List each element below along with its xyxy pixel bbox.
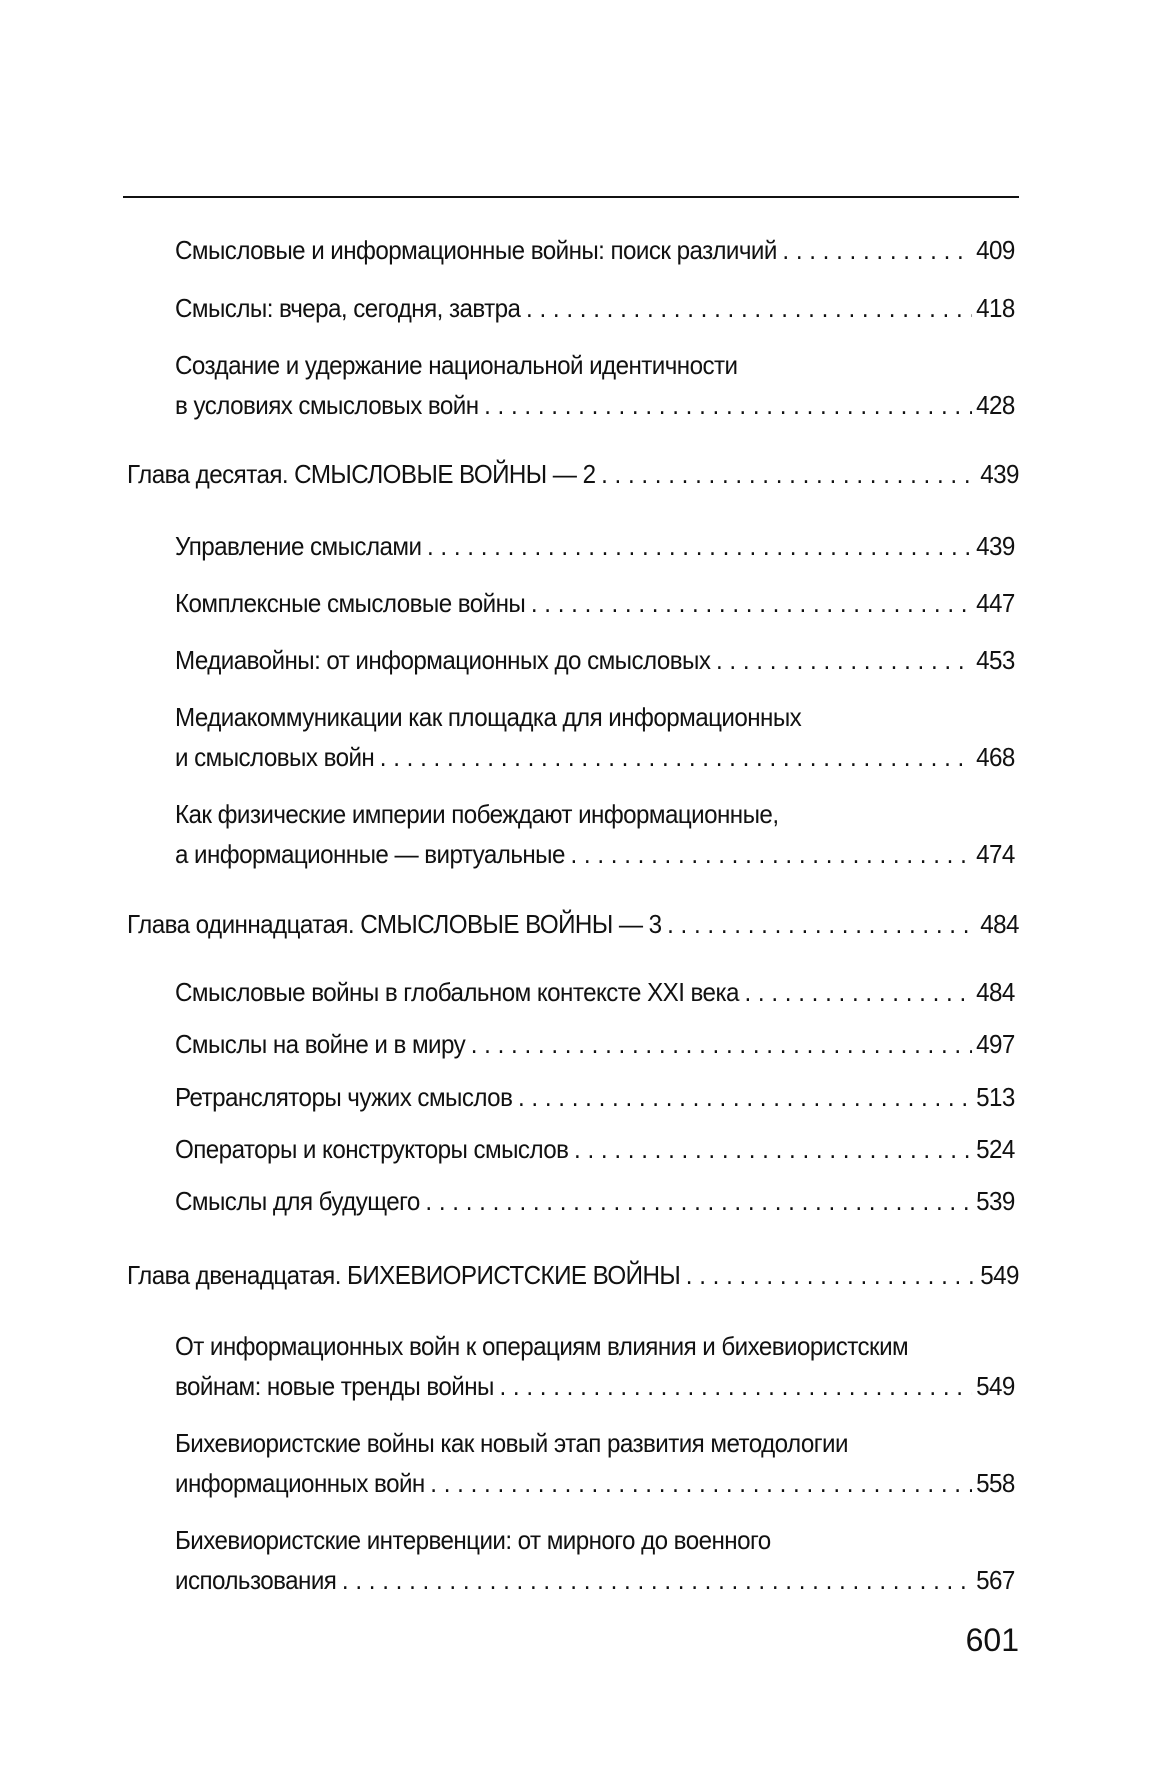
toc-entry[interactable] — [175, 794, 1015, 874]
toc-entry[interactable] — [175, 526, 1015, 566]
toc-entry-title: Медиавойны: от информационных до смысловых — [175, 645, 711, 675]
toc-entry-page: 428 — [976, 390, 1015, 420]
toc-entry-title-line-1: Медиакоммуникации как площадка для информационных — [175, 702, 802, 732]
toc-chapter-title: Глава двенадцатая. БИХЕВИОРИСТСКИЕ ВОЙНЫ — [127, 1260, 681, 1290]
toc-entry[interactable] — [175, 1129, 1015, 1169]
toc-entry-title-line-2: войнам: новые тренды войны — [175, 1371, 494, 1401]
toc-entry-page: 474 — [976, 839, 1015, 869]
toc-entry[interactable] — [175, 345, 1015, 425]
toc-entry-title-line-1: Создание и удержание национальной идентичности — [175, 350, 738, 380]
toc-entry-page: 409 — [976, 235, 1015, 265]
toc-entry-title-line-2: а информационные — виртуальные — [175, 839, 565, 869]
toc-entry[interactable] — [175, 1326, 1015, 1406]
dot-leader — [601, 454, 976, 494]
dot-leader — [342, 1560, 972, 1600]
toc-chapter[interactable] — [127, 454, 1019, 494]
dot-leader — [499, 1366, 972, 1406]
toc-entry-title-line-1: Бихевиористские интервенции: от мирного до военного — [175, 1525, 771, 1555]
dot-leader — [782, 230, 972, 270]
toc-entry[interactable] — [175, 697, 1015, 777]
toc-entry-title: Смыслы для будущего — [175, 1186, 420, 1216]
toc-entry-page: 567 — [976, 1565, 1015, 1595]
toc-entry[interactable] — [175, 1024, 1015, 1064]
toc-entry[interactable] — [175, 230, 1015, 270]
dot-leader — [427, 526, 972, 566]
dot-leader — [667, 904, 976, 944]
dot-leader — [518, 1077, 972, 1117]
dot-leader — [744, 972, 972, 1012]
page-number: 601 — [965, 1622, 1019, 1658]
dot-leader — [716, 640, 972, 680]
dot-leader — [471, 1024, 973, 1064]
header-rule — [123, 196, 1019, 198]
toc-entry-title-line-2: в условиях смысловых войн — [175, 390, 479, 420]
toc-entry-title-line-2: информационных войн — [175, 1468, 425, 1498]
toc-entry[interactable] — [175, 1181, 1015, 1221]
toc-entry-page: 513 — [976, 1082, 1015, 1112]
toc-entry-title: Смысловые войны в глобальном контексте XXI века — [175, 977, 739, 1007]
dot-leader — [380, 737, 973, 777]
dot-leader — [570, 834, 972, 874]
toc-chapter[interactable] — [127, 904, 1019, 944]
dot-leader — [686, 1255, 977, 1295]
toc-entry-title-line-2: и смысловых войн — [175, 742, 375, 772]
toc-entry-page: 497 — [976, 1029, 1015, 1059]
toc-chapter-page: 484 — [980, 909, 1019, 939]
toc-entry[interactable] — [175, 640, 1015, 680]
toc-entry-page: 524 — [976, 1134, 1015, 1164]
toc-entry-title: Смысловые и информационные войны: поиск различий — [175, 235, 777, 265]
toc-entry-title: Управление смыслами — [175, 531, 422, 561]
toc-chapter-page: 439 — [980, 459, 1019, 489]
toc-entry[interactable] — [175, 288, 1015, 328]
toc-entry-title-line-2: использования — [175, 1565, 337, 1595]
toc-entry[interactable] — [175, 583, 1015, 623]
dot-leader — [574, 1129, 972, 1169]
toc-entry-title-line-1: Как физические империи побеждают информационные, — [175, 799, 779, 829]
toc-entry-title: Операторы и конструкторы смыслов — [175, 1134, 569, 1164]
toc-chapter-title: Глава десятая. СМЫСЛОВЫЕ ВОЙНЫ — 2 — [127, 459, 596, 489]
toc-chapter[interactable] — [127, 1255, 1019, 1295]
toc-entry-title-line-1: Бихевиористские войны как новый этап развития методологии — [175, 1428, 848, 1458]
toc-entry[interactable] — [175, 1423, 1015, 1503]
toc-entry[interactable] — [175, 1077, 1015, 1117]
dot-leader — [425, 1181, 972, 1221]
toc-entry-page: 558 — [976, 1468, 1015, 1498]
toc-entry-page: 539 — [976, 1186, 1015, 1216]
dot-leader — [484, 385, 972, 425]
dot-leader — [526, 288, 972, 328]
toc-chapter-title: Глава одиннадцатая. СМЫСЛОВЫЕ ВОЙНЫ — 3 — [127, 909, 662, 939]
toc-entry-title: Смыслы на войне и в миру — [175, 1029, 466, 1059]
toc-entry-page: 484 — [976, 977, 1015, 1007]
toc-entry-title-line-1: От информационных войн к операциям влияния и бихевиористским — [175, 1331, 909, 1361]
toc-entry-page: 418 — [976, 293, 1015, 323]
toc-entry[interactable] — [175, 1520, 1015, 1600]
toc-entry-page: 447 — [976, 588, 1015, 618]
toc-entry-page: 439 — [976, 531, 1015, 561]
toc-entry-title: Комплексные смысловые войны — [175, 588, 526, 618]
toc-entry-page: 453 — [976, 645, 1015, 675]
toc-chapter-page: 549 — [980, 1260, 1019, 1290]
dot-leader — [531, 583, 973, 623]
toc-entry-title: Ретрансляторы чужих смыслов — [175, 1082, 513, 1112]
toc-entry-page: 468 — [976, 742, 1015, 772]
dot-leader — [430, 1463, 972, 1503]
toc-entry-page: 549 — [976, 1371, 1015, 1401]
toc-entry[interactable] — [175, 972, 1015, 1012]
toc-entry-title: Смыслы: вчера, сегодня, завтра — [175, 293, 521, 323]
